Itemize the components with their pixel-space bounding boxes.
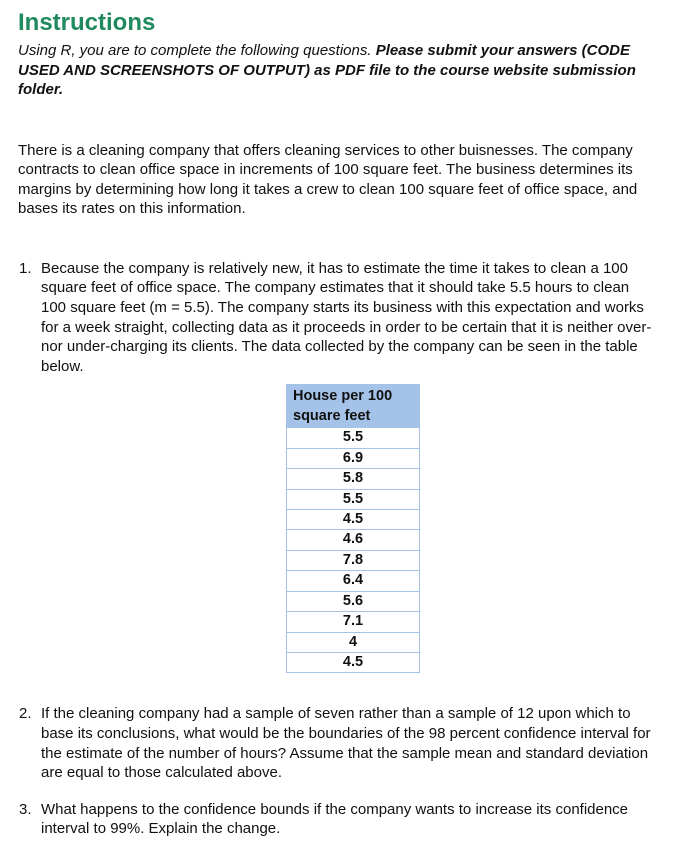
table-cell: 6.9 <box>287 448 420 468</box>
table-row <box>287 612 420 632</box>
table-row <box>287 591 420 611</box>
question-text: If the cleaning company had a sample of seven rather than a sample of 12 upon which to base its conclusions, what would be the boundaries of the 98 percent confidence interval for the estimate of the number of hours? Assume that the sample mean and standard deviation are equal to those calculated above. <box>41 705 651 782</box>
table-row <box>287 448 420 468</box>
table-row <box>287 530 420 550</box>
table-header: House per 100 square feet <box>287 385 420 428</box>
question-item-3 <box>18 800 658 839</box>
table-cell: 6.4 <box>287 571 420 591</box>
table-header-row <box>287 385 420 428</box>
question-text: Because the company is relatively new, it has to estimate the time it takes to clean a 100 square feet of office space. The company estimates that it should take 5.5 hours to clean 100 square feet (m = 5.5). The company starts its business with this expectation and works for a week straight, collecting data as it proceeds in order to be certain that it is neither over- nor under-charging its clients. The data collected by the company can be seen in the table below. <box>41 259 652 375</box>
table-row <box>287 428 420 448</box>
table-cell: 4 <box>287 632 420 652</box>
table-cell: 5.5 <box>287 428 420 448</box>
table-cell: 7.1 <box>287 612 420 632</box>
table-cell: 7.8 <box>287 550 420 570</box>
table-cell: 4.5 <box>287 510 420 530</box>
table-row <box>287 510 420 530</box>
table-row <box>287 632 420 652</box>
question-number: 2. <box>19 705 32 723</box>
table-cell: 5.6 <box>287 591 420 611</box>
document-page <box>18 8 658 839</box>
table-cell: 4.6 <box>287 530 420 550</box>
intro-instructions <box>18 41 658 100</box>
data-table <box>286 384 420 673</box>
table-cell: 5.5 <box>287 489 420 509</box>
question-text: What happens to the confidence bounds if the company wants to increase its confidence interval to 99%. Explain the change. <box>41 800 629 838</box>
question-item-2 <box>18 704 658 782</box>
context-paragraph: There is a cleaning company that offers cleaning services to other buisnesses. The company contracts to clean office space in increments of 100 square feet. The business determines its margins by determining how long it takes a crew to clean 100 square feet of office space, and bases its rates on this information. <box>18 141 638 218</box>
table-row <box>287 652 420 672</box>
table-row <box>287 469 420 489</box>
intro-bold-text: Please submit your answers (CODE USED AND SCREENSHOTS OF OUTPUT) as PDF file to the course website submission folder. <box>18 42 636 98</box>
question-number: 3. <box>19 800 32 818</box>
table-body <box>287 428 420 673</box>
question-list <box>18 259 658 839</box>
question-number: 1. <box>19 259 32 277</box>
table-cell: 4.5 <box>287 652 420 672</box>
table-row <box>287 550 420 570</box>
table-row <box>287 489 420 509</box>
question-item-1 <box>18 259 658 673</box>
intro-italic-text: Using R, you are to complete the following questions. <box>18 42 376 59</box>
page-title: Instructions <box>18 9 156 36</box>
table-row <box>287 571 420 591</box>
table-cell: 5.8 <box>287 469 420 489</box>
